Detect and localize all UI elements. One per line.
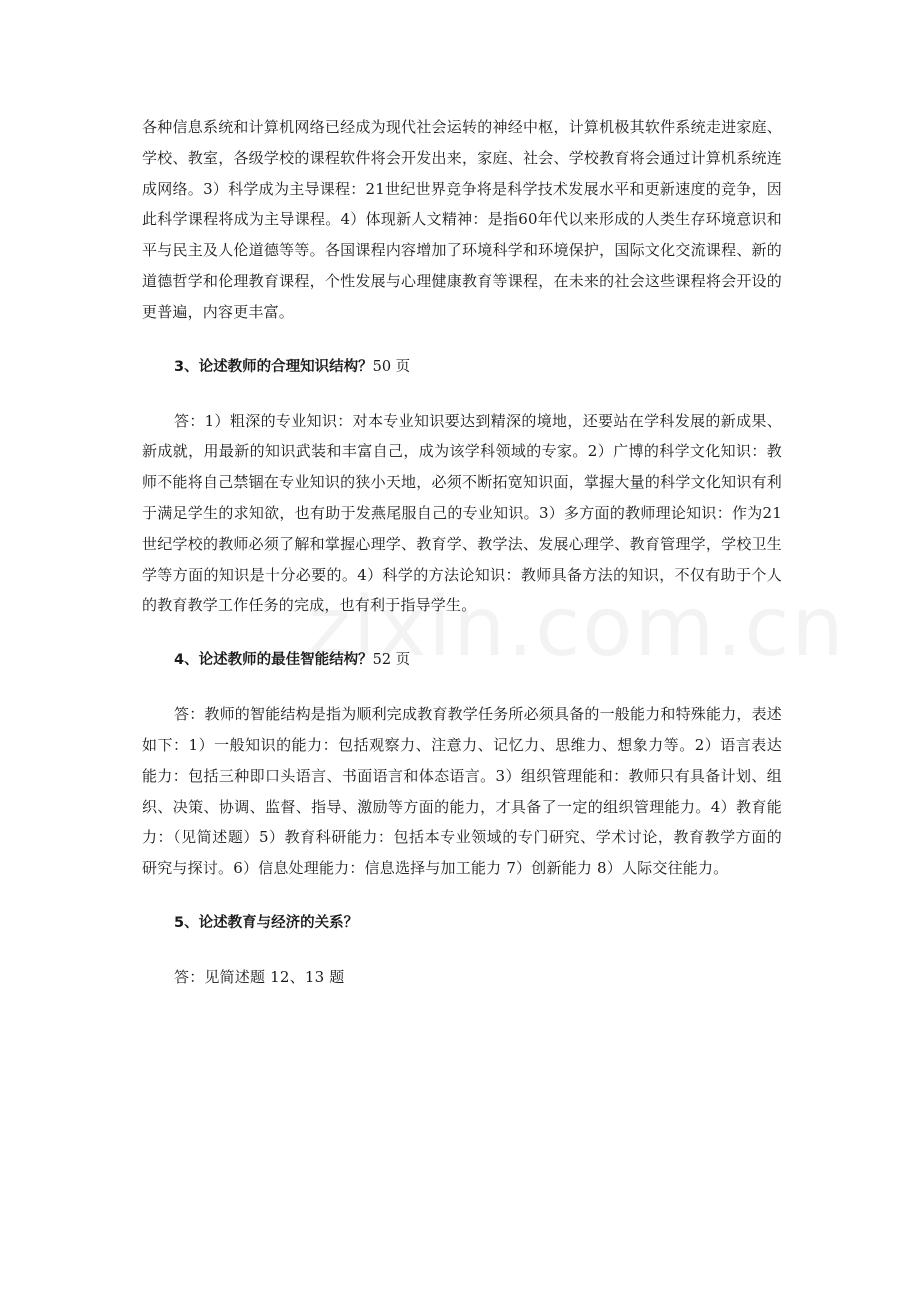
intro-paragraph: 各种信息系统和计算机网络已经成为现代社会运转的神经中枢，计算机极其软件系统走进家庭、学校、教室，各级学校的课程软件将会开发出来，家庭、社会、学校教育将会通过计算机系统连成网络。3）科学成为主导课程：21世纪世界竞争将是科学技术发展水平和更新速度的竞争，因此科学课程将成为主导课程。4）体现新人文精神：是指60年代以来形成的人类生存环境意识和平与民主及人伦道德等等。各国课程内容增加了环境科学和环境保护，国际文化交流课程、新的道德哲学和伦理教育课程，个性发展与心理健康教育等课程，在未来的社会这些课程将会开设的更普遍，内容更丰富。: [142, 118, 782, 321]
question-3-heading: [142, 352, 782, 382]
question-3-title: 3、论述教师的合理知识结构？: [174, 358, 373, 375]
question-3-page: 50 页: [372, 358, 411, 375]
question-4-answer: 答：教师的智能结构是指为顺利完成教育教学任务所必须具备的一般能力和特殊能力，表述如下：1）一般知识的能力：包括观察力、注意力、记忆力、思维力、想象力等。2）语言表达能力：包括三种即口头语言、书面语言和体态语言。3）组织管理能和：教师只有具备计划、组织、决策、协调、监督、指导、激励等方面的能力，才具备了一定的组织管理能力。4）教育能力：（见简述题）5）教育科研能力：包括本专业领域的专门研究、学术讨论，教育教学方面的研究与探讨。6）信息处理能力：信息选择与加工能力 7）创新能力 8）人际交往能力。: [142, 705, 783, 878]
question-5-answer: 答：见简述题 12、13 题: [174, 967, 345, 986]
question-4-heading: [142, 645, 782, 675]
question-4-page: 52 页: [372, 652, 411, 669]
question-5-heading: [142, 908, 782, 938]
question-4-title: 4、论述教师的最佳智能结构？: [174, 652, 373, 669]
question-3-answer: 答：1）粗深的专业知识：对本专业知识要达到精深的境地，还要站在学科发展的新成果、新成就，用最新的知识武装和丰富自己，成为该学科领域的专家。2）广博的科学文化知识：教师不能将自己禁锢在专业知识的狭小天地，必须不断拓宽知识面，掌握大量的科学文化知识有利于满足学生的求知欲，也有助于发燕尾服自己的专业知识。3）多方面的教师理论知识：作为21世纪学校的教师必须了解和掌握心理学、教育学、教学法、发展心理学、教育管理学，学校卫生学等方面的知识是十分必要的。4）科学的方法论知识：教师具备方法的知识，不仅有助于个人的教育教学工作任务的完成，也有利于指导学生。: [142, 411, 782, 615]
question-5-title: 5、论述教育与经济的关系？: [174, 914, 359, 931]
